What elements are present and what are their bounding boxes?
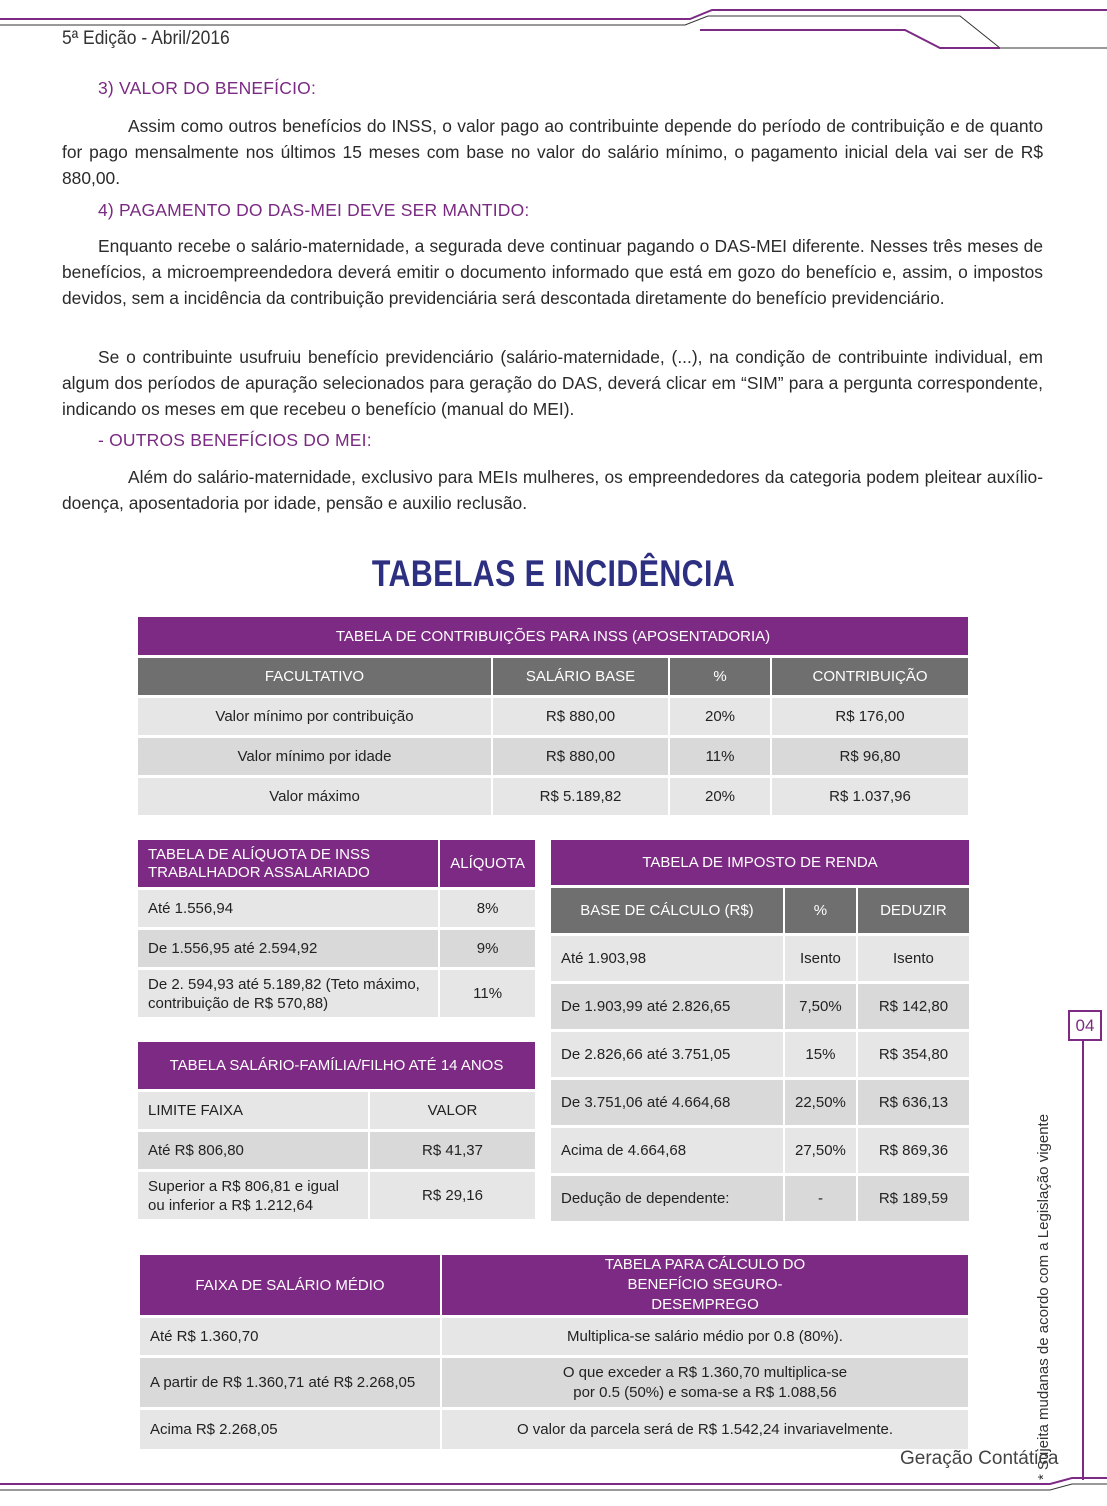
section-heading-outros: - OUTROS BENEFÍCIOS DO MEI: [98, 430, 372, 450]
table-cell: 27,50% [785, 1128, 858, 1176]
table-cell: R$ 41,37 [370, 1132, 535, 1172]
table-cell: Valor mínimo por contribuição [138, 698, 493, 738]
inss-header-contribuicao: CONTRIBUIÇÃO [772, 658, 968, 698]
table-cell: R$ 29,16 [370, 1172, 535, 1222]
table-cell: De 1.556,95 até 2.594,92 [138, 930, 440, 970]
paragraph-das-2-text: Se o contribuinte usufruiu benefício previdenciário (salário-maternidade, (...), na condição de contribuinte individual, em algum dos períodos de apuração selecionados para geração do DAS, deverá clicar em “SIM” para a pergunta correspondente, indicando os meses em que recebeu o benefício (manual do MEI). [62, 347, 1043, 419]
imposto-renda-table [551, 840, 969, 1224]
table-row [138, 890, 535, 930]
table-row [138, 738, 968, 778]
table-cell: Até R$ 1.360,70 [140, 1318, 442, 1358]
renda-header-percent: % [785, 888, 858, 936]
table-row [138, 1172, 535, 1222]
familia-table-caption: TABELA SALÁRIO-FAMÍLIA/FILHO ATÉ 14 ANOS [138, 1042, 535, 1092]
inss-table-caption: TABELA DE CONTRIBUIÇÕES PARA INSS (APOSENTADORIA) [138, 617, 968, 658]
table-cell: Até 1.556,94 [138, 890, 440, 930]
table-cell: R$ 96,80 [772, 738, 968, 778]
renda-header-deduzir: DEDUZIR [858, 888, 969, 936]
inss-header-salario: SALÁRIO BASE [493, 658, 670, 698]
table-cell: 11% [670, 738, 772, 778]
table-cell: R$ 636,13 [858, 1080, 969, 1128]
renda-table-caption: TABELA DE IMPOSTO DE RENDA [551, 840, 969, 888]
inss-table-header-row [138, 658, 968, 698]
table-cell: R$ 176,00 [772, 698, 968, 738]
table-cell: Multiplica-se salário médio por 0.8 (80%). [442, 1318, 968, 1358]
table-cell: A partir de R$ 1.360,71 até R$ 2.268,05 [140, 1358, 442, 1410]
table-cell: R$ 1.037,96 [772, 778, 968, 818]
table-cell: Acima de 4.664,68 [551, 1128, 785, 1176]
page-title: TABELAS E INCIDÊNCIA [371, 553, 736, 594]
table-cell: De 2. 594,93 até 5.189,82 (Teto máximo, contribuição de R$ 570,88) [138, 970, 440, 1020]
aliquota-table-header-row [138, 840, 535, 890]
table-cell: R$ 880,00 [493, 698, 670, 738]
legislation-note [1035, 1060, 1055, 1480]
table-cell: Superior a R$ 806,81 e igual ou inferior a R$ 1.212,64 [138, 1172, 370, 1222]
inss-contribution-table [138, 617, 968, 818]
paragraph-outros [62, 464, 1043, 516]
table-row [138, 1132, 535, 1172]
seguro-table-header-row [140, 1255, 968, 1318]
table-cell: 20% [670, 778, 772, 818]
section-heading-valor: 3) VALOR DO BENEFÍCIO: [98, 78, 317, 98]
table-row [140, 1358, 968, 1410]
table-cell: 22,50% [785, 1080, 858, 1128]
section-heading-das: 4) PAGAMENTO DO DAS-MEI DEVE SER MANTIDO: [98, 200, 530, 220]
table-cell: - [785, 1176, 858, 1224]
table-cell: R$ 142,80 [858, 984, 969, 1032]
familia-header-valor: VALOR [370, 1092, 535, 1132]
paragraph-valor [62, 113, 1043, 191]
table-cell: R$ 869,36 [858, 1128, 969, 1176]
table-cell: Valor mínimo por idade [138, 738, 493, 778]
table-cell: 11% [440, 970, 535, 1020]
table-cell: R$ 354,80 [858, 1032, 969, 1080]
table-row [551, 1080, 969, 1128]
table-row [138, 698, 968, 738]
footer-brand: Geração Contática [900, 1448, 1059, 1469]
paragraph-outros-text: Além do salário-maternidade, exclusivo para MEIs mulheres, os empreendedores da categoria podem pleitear auxílio-doença, aposentadoria por idade, pensão e auxilio reclusão. [62, 467, 1043, 513]
table-row [138, 930, 535, 970]
familia-table-header-row [138, 1092, 535, 1132]
aliquota-table-caption: TABELA DE ALÍQUOTA DE INSS TRABALHADOR ASSALARIADO [138, 840, 440, 890]
table-cell: 8% [440, 890, 535, 930]
table-cell: R$ 880,00 [493, 738, 670, 778]
table-row [138, 970, 535, 1020]
table-cell: Isento [785, 936, 858, 984]
table-cell: O valor da parcela será de R$ 1.542,24 invariavelmente. [442, 1410, 968, 1452]
paragraph-das-1 [62, 233, 1043, 311]
table-cell: De 3.751,06 até 4.664,68 [551, 1080, 785, 1128]
table-cell: 9% [440, 930, 535, 970]
aliquota-table [138, 840, 535, 1020]
table-cell: Valor máximo [138, 778, 493, 818]
table-row [138, 778, 968, 818]
seguro-header-calculo: TABELA PARA CÁLCULO DO BENEFÍCIO SEGURO-DESEMPREGO [442, 1255, 968, 1318]
paragraph-das-1-text: Enquanto recebe o salário-maternidade, a segurada deve continuar pagando o DAS-MEI diferente. Nesses três meses de benefícios, a microempreendedora deverá emitir o documento informado que está em gozo do benefício e, assim, o impostos devidos, sem a incidência da contribuição previdenciária será descontada diretamente do benefício previdenciário. [62, 236, 1043, 308]
familia-header-limite: LIMITE FAIXA [138, 1092, 370, 1132]
table-cell: Dedução de dependente: [551, 1176, 785, 1224]
table-cell: Acima R$ 2.268,05 [140, 1410, 442, 1452]
page-number: 04 [1068, 1010, 1102, 1041]
renda-header-base: BASE DE CÁLCULO (R$) [551, 888, 785, 936]
inss-header-percent: % [670, 658, 772, 698]
table-cell: Isento [858, 936, 969, 984]
table-cell: 7,50% [785, 984, 858, 1032]
table-cell: 20% [670, 698, 772, 738]
inss-header-facultativo: FACULTATIVO [138, 658, 493, 698]
table-cell: R$ 189,59 [858, 1176, 969, 1224]
table-row [140, 1410, 968, 1452]
legislation-note-text: * Sujeita mudanas de acordo com a Legislação vigente [1035, 1113, 1052, 1480]
paragraph-das-2 [62, 344, 1043, 422]
table-cell: De 1.903,99 até 2.826,65 [551, 984, 785, 1032]
table-row [551, 1176, 969, 1224]
seguro-desemprego-table [140, 1255, 968, 1452]
table-cell: Até R$ 806,80 [138, 1132, 370, 1172]
table-cell: O que exceder a R$ 1.360,70 multiplica-se por 0.5 (50%) e soma-se a R$ 1.088,56 [442, 1358, 968, 1410]
renda-table-header-row [551, 888, 969, 936]
salario-familia-table [138, 1042, 535, 1222]
edition-label: 5ª Edição - Abril/2016 [62, 28, 230, 49]
table-row [551, 1128, 969, 1176]
table-row [551, 1032, 969, 1080]
table-row [551, 984, 969, 1032]
paragraph-valor-text: Assim como outros benefícios do INSS, o valor pago ao contribuinte depende do período de contribuição e de quanto for pago mensalmente nos últimos 15 meses com base no valor do salário mínimo, o pagamento inicial dela vai ser de R$ 880,00. [62, 116, 1043, 188]
table-row [140, 1318, 968, 1358]
table-cell: R$ 5.189,82 [493, 778, 670, 818]
aliquota-header-value: ALÍQUOTA [440, 840, 535, 890]
seguro-header-faixa: FAIXA DE SALÁRIO MÉDIO [140, 1255, 442, 1318]
table-cell: 15% [785, 1032, 858, 1080]
table-cell: Até 1.903,98 [551, 936, 785, 984]
table-row [551, 936, 969, 984]
table-cell: De 2.826,66 até 3.751,05 [551, 1032, 785, 1080]
